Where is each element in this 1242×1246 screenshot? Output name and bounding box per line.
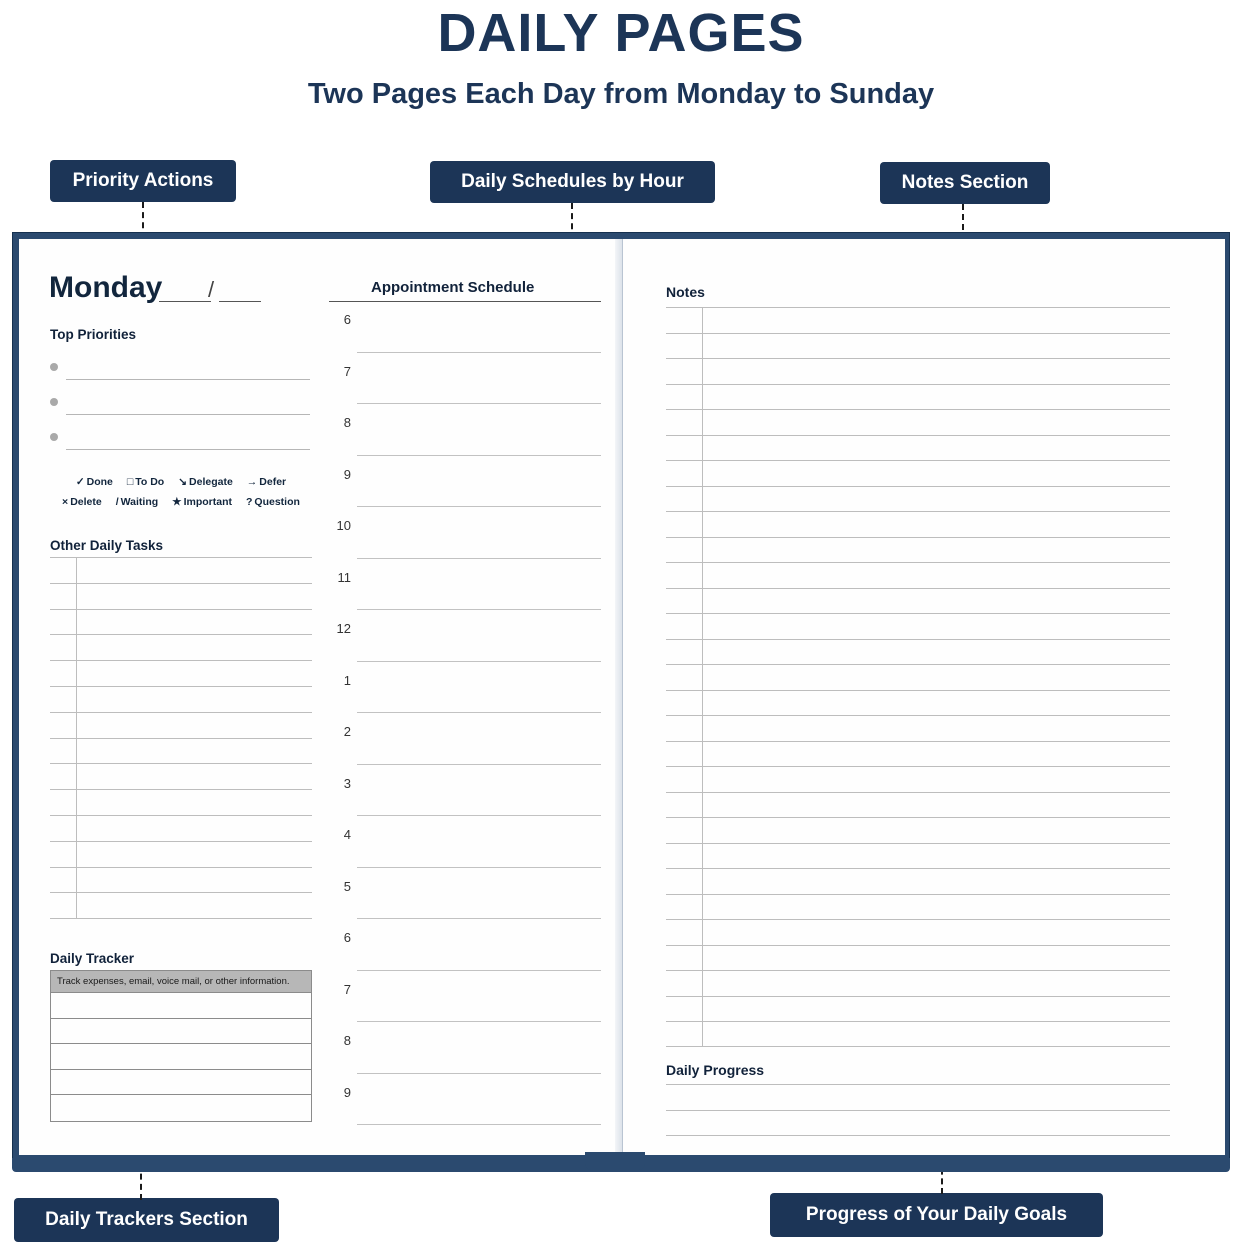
note-line[interactable] — [666, 945, 1170, 946]
cross-icon: × — [62, 496, 69, 508]
note-line[interactable] — [666, 919, 1170, 920]
priority-write-line[interactable] — [66, 379, 310, 380]
progress-line[interactable] — [666, 1110, 1170, 1111]
page-subtitle: Two Pages Each Day from Monday to Sunday — [307, 78, 935, 110]
daily-tracker-label: Daily Tracker — [50, 951, 135, 966]
legend-item-important — [172, 496, 232, 508]
note-line[interactable] — [666, 511, 1170, 512]
page-title: DAILY PAGES — [437, 3, 805, 63]
note-line[interactable] — [666, 868, 1170, 869]
planner-book — [12, 232, 1230, 1160]
arrow-down-right-icon: ↘ — [178, 476, 188, 488]
schedule-hour: 9 — [343, 466, 351, 482]
planner-left-page — [19, 239, 622, 1155]
schedule-row[interactable] — [329, 404, 601, 456]
schedule-hour: 11 — [337, 569, 351, 585]
date-separator: / — [208, 277, 215, 302]
note-line[interactable] — [666, 690, 1170, 691]
schedule-row[interactable] — [329, 919, 601, 971]
daily-tracker-table[interactable] — [50, 970, 312, 1122]
note-line[interactable] — [666, 613, 1170, 614]
schedule-hour: 8 — [343, 1033, 351, 1048]
schedule-row[interactable] — [329, 507, 601, 559]
task-line[interactable] — [50, 634, 312, 635]
legend-item-question — [246, 496, 300, 508]
date-field-day[interactable] — [219, 301, 261, 302]
note-line[interactable] — [666, 537, 1170, 538]
task-line[interactable] — [50, 815, 312, 816]
legend-item-waiting — [116, 496, 158, 508]
schedule-row[interactable] — [329, 765, 601, 817]
priority-write-line[interactable] — [66, 414, 310, 415]
task-line[interactable] — [50, 892, 312, 893]
tracker-table-row[interactable] — [51, 1095, 311, 1121]
schedule-hour: 3 — [343, 775, 351, 791]
task-line[interactable] — [50, 583, 312, 584]
task-line[interactable] — [50, 918, 312, 919]
schedule-hour: 7 — [343, 981, 351, 997]
priority-bullet-icon — [50, 433, 58, 441]
schedule-hour: 7 — [343, 363, 351, 379]
question-icon: ? — [246, 496, 253, 508]
book-spine-tab — [585, 1152, 645, 1170]
note-line[interactable] — [666, 843, 1170, 844]
task-line[interactable] — [50, 841, 312, 842]
schedule-row[interactable] — [329, 610, 601, 662]
day-title: Monday — [49, 271, 163, 304]
schedule-row[interactable] — [329, 1022, 601, 1074]
schedule-hour: 10 — [336, 518, 351, 533]
note-line[interactable] — [666, 1046, 1170, 1047]
appointment-schedule-grid[interactable] — [329, 301, 601, 1125]
legend-item-delegate — [178, 476, 233, 488]
schedule-row[interactable] — [329, 713, 601, 765]
callout-notes-section: Notes Section — [880, 162, 1050, 204]
task-line[interactable] — [50, 557, 312, 558]
callout-priority-actions: Priority Actions — [50, 160, 236, 202]
tracker-table-row[interactable] — [51, 1070, 311, 1096]
legend-label: Delegate — [189, 476, 233, 488]
note-line[interactable] — [666, 792, 1170, 793]
note-line[interactable] — [666, 562, 1170, 563]
task-line[interactable] — [50, 660, 312, 661]
legend-label: Defer — [259, 476, 287, 488]
note-line[interactable] — [666, 358, 1170, 359]
check-icon: ✓ — [75, 476, 85, 488]
legend-label: Question — [254, 496, 300, 508]
note-line[interactable] — [666, 435, 1170, 436]
task-line[interactable] — [50, 763, 312, 764]
notes-lined-area[interactable] — [666, 307, 1170, 1047]
date-field-month[interactable] — [159, 301, 211, 302]
note-line[interactable] — [666, 333, 1170, 334]
schedule-hour: 6 — [343, 312, 351, 327]
progress-line[interactable] — [666, 1084, 1170, 1085]
priority-write-line[interactable] — [66, 449, 310, 450]
schedule-hour: 1 — [343, 672, 351, 688]
note-line[interactable] — [666, 384, 1170, 385]
task-line[interactable] — [50, 738, 312, 739]
tracker-table-row[interactable] — [51, 1044, 311, 1070]
legend-row-1 — [50, 476, 312, 488]
priority-bullet-icon — [50, 363, 58, 371]
daily-progress-label: Daily Progress — [666, 1062, 765, 1078]
note-line[interactable] — [666, 970, 1170, 971]
other-daily-tasks-grid[interactable] — [50, 557, 312, 919]
notes-margin-rule — [702, 307, 703, 1047]
schedule-hour: 8 — [343, 415, 351, 430]
appointment-schedule-label: Appointment Schedule — [371, 279, 535, 296]
note-line[interactable] — [666, 996, 1170, 997]
schedule-hour: 2 — [343, 724, 351, 739]
legend-label: Important — [183, 496, 232, 508]
slash-icon: / — [115, 496, 119, 508]
task-symbol-legend — [50, 476, 312, 516]
note-line[interactable] — [666, 307, 1170, 308]
tracker-table-header: Track expenses, email, voice mail, or other information. — [51, 971, 311, 993]
note-line[interactable] — [666, 894, 1170, 895]
task-line[interactable] — [50, 867, 312, 868]
legend-item-defer — [247, 476, 286, 488]
schedule-row[interactable] — [329, 816, 601, 868]
schedule-row[interactable] — [329, 301, 601, 353]
legend-item-delete — [62, 496, 102, 508]
tracker-table-row[interactable] — [51, 993, 311, 1019]
schedule-hour: 12 — [336, 621, 351, 636]
notes-label: Notes — [666, 284, 705, 300]
note-line[interactable] — [666, 664, 1170, 665]
legend-item-done — [76, 476, 113, 488]
note-line[interactable] — [666, 766, 1170, 767]
legend-label: Waiting — [120, 496, 159, 508]
top-priorities-label: Top Priorities — [50, 327, 137, 342]
note-line[interactable] — [666, 588, 1170, 589]
arrow-right-icon: → — [246, 476, 258, 488]
callout-progress-goals: Progress of Your Daily Goals — [770, 1193, 1103, 1237]
note-line[interactable] — [666, 460, 1170, 461]
progress-line[interactable] — [666, 1135, 1170, 1136]
schedule-hour: 9 — [343, 1084, 351, 1100]
other-daily-tasks-label: Other Daily Tasks — [50, 538, 164, 553]
callout-daily-trackers-section: Daily Trackers Section — [14, 1198, 279, 1242]
square-icon: □ — [126, 476, 134, 488]
schedule-hour: 4 — [343, 827, 351, 842]
note-line[interactable] — [666, 817, 1170, 818]
tracker-table-row[interactable] — [51, 1019, 311, 1045]
legend-row-2 — [50, 496, 312, 508]
task-line[interactable] — [50, 789, 312, 790]
priority-bullet-icon — [50, 398, 58, 406]
note-line[interactable] — [666, 486, 1170, 487]
schedule-hour: 5 — [343, 878, 351, 894]
note-line[interactable] — [666, 639, 1170, 640]
schedule-row[interactable] — [329, 353, 601, 405]
star-icon: ★ — [172, 496, 182, 508]
legend-label: Done — [86, 476, 113, 488]
schedule-row[interactable] — [329, 1074, 601, 1126]
note-line[interactable] — [666, 409, 1170, 410]
note-line[interactable] — [666, 1021, 1170, 1022]
legend-label: To Do — [135, 476, 165, 488]
note-line[interactable] — [666, 715, 1170, 716]
schedule-row[interactable] — [329, 456, 601, 508]
task-line[interactable] — [50, 686, 312, 687]
schedule-row[interactable] — [329, 662, 601, 714]
schedule-row[interactable] — [329, 868, 601, 920]
task-line[interactable] — [50, 712, 312, 713]
task-line[interactable] — [50, 609, 312, 610]
legend-label: Delete — [70, 496, 102, 508]
callout-daily-schedules: Daily Schedules by Hour — [430, 161, 715, 203]
note-line[interactable] — [666, 741, 1170, 742]
schedule-row[interactable] — [329, 559, 601, 611]
legend-item-todo — [127, 476, 164, 488]
schedule-hour: 6 — [343, 930, 351, 945]
schedule-line[interactable] — [357, 1124, 601, 1125]
schedule-row[interactable] — [329, 971, 601, 1023]
planner-right-page — [622, 239, 1225, 1155]
planner-spread — [19, 239, 1225, 1155]
